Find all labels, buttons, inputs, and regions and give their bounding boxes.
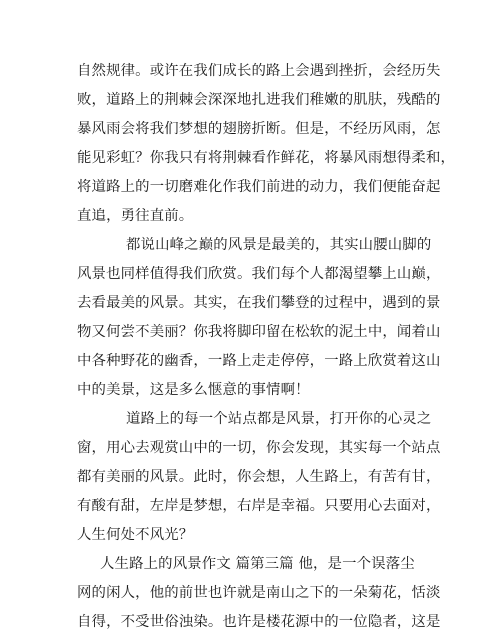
text-line: 中的美景，这是多么惬意的事情啊！ xyxy=(77,382,310,398)
text-line: 将道路上的一切磨难化作我们前进的动力，我们便能奋起 xyxy=(77,179,441,195)
text-line: 人生何处不风光？ xyxy=(77,527,194,543)
text-line: 败，道路上的荆棘会深深地扎进我们稚嫩的肌肤，残酷的 xyxy=(77,92,441,108)
text-line: 自然规律。或许在我们成长的路上会遇到挫折，会经历失 xyxy=(77,63,441,79)
text-line: 中各种野花的幽香，一路上走走停停，一路上欣赏着这山 xyxy=(77,353,441,369)
text-line: 去看最美的风景。其实，在我们攀登的过程中，遇到的景 xyxy=(77,295,441,311)
text-line: 直追，勇往直前。 xyxy=(77,208,194,224)
text-line: 窗，用心去观赏山中的一切，你会发现，其实每一个站点 xyxy=(77,440,441,456)
paragraph-start-line: 都说山峰之巅的风景是最美的，其实山腰山脚的 xyxy=(126,237,432,253)
text-line: 自得，不受世俗浊染。也许是楼花源中的一位隐者，这是 xyxy=(77,614,441,630)
text-line: 暴风雨会将我们梦想的翅膀折断。但是，不经历风雨，怎 xyxy=(77,121,441,137)
paragraph-start-line: 道路上的每一个站点都是风景，打开你的心灵之 xyxy=(126,411,432,427)
section-heading-line: 人生路上的风景作文 篇第三篇 他，是一个误落尘 xyxy=(100,556,415,572)
text-line: 风景也同样值得我们欣赏。我们每个人都渴望攀上山巅， xyxy=(77,266,441,282)
text-line: 物又何尝不美丽？你我将脚印留在松软的泥土中，闻着山 xyxy=(77,324,441,340)
text-line: 都有美丽的风景。此时，你会想，人生路上，有苦有甘， xyxy=(77,469,441,485)
text-line: 有酸有甜，左岸是梦想，右岸是幸福。只要用心去面对， xyxy=(77,498,441,514)
text-line: 能见彩虹？你我只有将荆棘看作鲜花，将暴风雨想得柔和， xyxy=(77,150,456,166)
text-line: 网的闲人，他的前世也许就是南山之下的一朵菊花，恬淡 xyxy=(77,585,441,601)
